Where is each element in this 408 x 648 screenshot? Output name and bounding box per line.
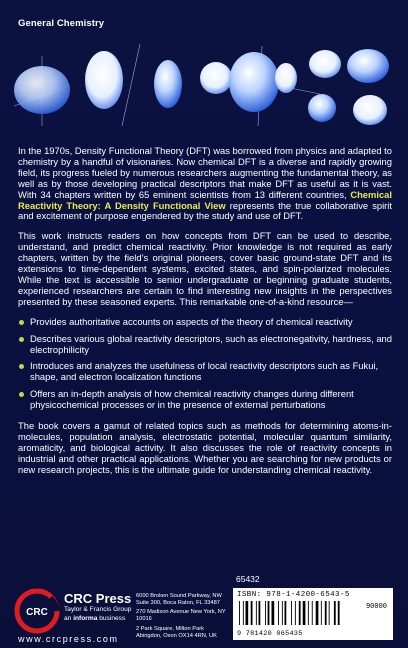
barcode-number: 9 781420 065435 <box>237 630 303 638</box>
orbital-shape-9 <box>308 94 336 122</box>
business-brand: informa <box>73 614 98 622</box>
list-item-text: Describes various global reactivity descriptors, such as electronegativity, hardness, and electrophilicity <box>30 332 392 355</box>
feature-list <box>18 317 392 411</box>
barcode-bar <box>316 601 319 625</box>
isbn-text: ISBN: 978-1-4200-6543-5 <box>237 591 350 599</box>
barcode-bar <box>251 601 253 625</box>
barcode-bar <box>243 601 244 625</box>
orbital-shape-1 <box>14 66 70 114</box>
overview-paragraph: This work instructs readers on how concepts from DFT can be used to describe, understand, and predict chemical reactivity. Prior knowledge is not required as early chapters, written by the field’s original pioneers, cover basic ground-state DFT and its extensions to time-dependent systems, excited states, and spin-polarized molecules. While the text is accessible to senior undergraduate or beginning graduate students, experienced researchers are certain to find interesting new insights in the perspectives presented by these seasoned experts. This remarkable one-of-a-kind resource— <box>18 230 392 307</box>
crc-logo-icon <box>14 588 60 634</box>
bullet-icon <box>19 320 24 325</box>
intro-paragraph <box>18 146 392 222</box>
barcode-bar <box>265 601 266 625</box>
bullet-icon <box>19 364 24 369</box>
barcode-bar <box>259 601 261 625</box>
publisher-business <box>64 615 131 624</box>
barcode-bar <box>239 601 240 625</box>
barcode-bar <box>291 601 292 625</box>
publisher-group: Taylor & Francis Group <box>64 606 132 613</box>
bullet-icon <box>19 392 24 397</box>
orbital-shape-6 <box>275 63 297 93</box>
barcode-bar <box>308 601 309 625</box>
barcode-bar <box>325 601 327 625</box>
barcode-bar <box>329 601 330 625</box>
publisher-name: CRC Press <box>64 591 132 606</box>
publisher-addresses <box>136 593 228 642</box>
barcode-bar <box>334 601 336 625</box>
barcode-bar <box>295 601 296 625</box>
orbital-shape-4 <box>200 62 232 94</box>
orbital-shape-8 <box>347 49 389 83</box>
address-line: 6000 Broken Sound Parkway, NW Suite 300, Boca Raton, FL 33487 <box>136 593 222 606</box>
price-code: 90000 <box>365 603 387 611</box>
barcode-bar <box>285 601 287 625</box>
business-suffix: business <box>99 614 126 622</box>
logo-text: CRC <box>26 607 48 618</box>
orbital-illustration <box>0 36 408 132</box>
orbital-shape-3 <box>154 60 182 108</box>
barcode-bar <box>312 601 313 625</box>
barcode-bar <box>303 601 306 625</box>
barcode-panel <box>233 588 393 640</box>
series-title: General Chemistry <box>18 18 105 29</box>
list-item <box>18 389 392 411</box>
product-code: 65432 <box>236 574 260 584</box>
orbital-shape-2 <box>85 51 123 109</box>
list-item <box>18 334 392 356</box>
closing-paragraph: The book covers a gamut of related topics such as methods for determining atoms-in-molecules, population analysis, electrostatic potential, molecular quantum similarity, aromaticity, and biological activity. It also discusses the role of reactivity concepts in industrial and other practical applications. Whether you are searching for new products or new research projects, this is the ultimate guide for understanding chemical reactivity. <box>18 420 392 475</box>
barcode-bar <box>246 601 249 625</box>
publisher-block <box>64 592 131 623</box>
barcode-bar <box>272 601 275 625</box>
intro-text-end: represents the true collaborative spirit and excitement of purpose engendered by the study and use of DFT. <box>18 199 392 222</box>
list-item-text: Provides authoritative accounts on aspects of the theory of chemical reactivity <box>30 315 353 327</box>
list-item-text: Offers an in-depth analysis of how chemical reactivity changes during different physicochemical processes or in the presence of external perturbations <box>30 388 354 411</box>
barcode-bar <box>278 601 279 625</box>
intro-text-start: In the 1970s, Density Functional Theory (DFT) was borrowed from physics and adapted to chemistry by a handful of visionaries. Now chemical DFT is a diverse and rapidly growing field, its progress fueled by numerous researchers augmenting the fundamental theory, as well as by those developing practical descriptors that make DFT as useful as it is vast. With 34 chapters written by 65 eminent scientists from 13 different countries, <box>18 145 392 200</box>
bullet-icon <box>19 337 24 342</box>
list-item-text: Introduces and analyzes the usefulness of local reactivity descriptors such as Fukui, shape, and electron localization functions <box>30 360 379 383</box>
orbital-shape-5 <box>229 52 279 112</box>
description <box>18 146 392 485</box>
barcode-bar <box>256 601 257 625</box>
barcode-bar <box>299 601 301 625</box>
address-line: 270 Madison Avenue New York, NY 10016 <box>136 609 226 623</box>
barcode-bar <box>282 601 283 625</box>
barcode-bar <box>321 601 322 625</box>
orbital-shape-7 <box>309 50 341 78</box>
book-title: Chemical Reactivity Theory: A Density Functional View <box>18 188 392 211</box>
publisher-url[interactable]: www.crcpress.com <box>18 634 119 644</box>
list-item <box>18 361 392 383</box>
business-prefix: an <box>64 614 72 622</box>
orbital-shape-10 <box>353 95 387 125</box>
address-line: 2 Park Square, Milton Park Abingdon, Oxon OX14 4RN, UK <box>136 625 217 639</box>
barcode-bar <box>268 601 270 625</box>
barcode <box>237 601 387 629</box>
barcode-bar <box>338 601 340 625</box>
list-item <box>18 317 392 328</box>
